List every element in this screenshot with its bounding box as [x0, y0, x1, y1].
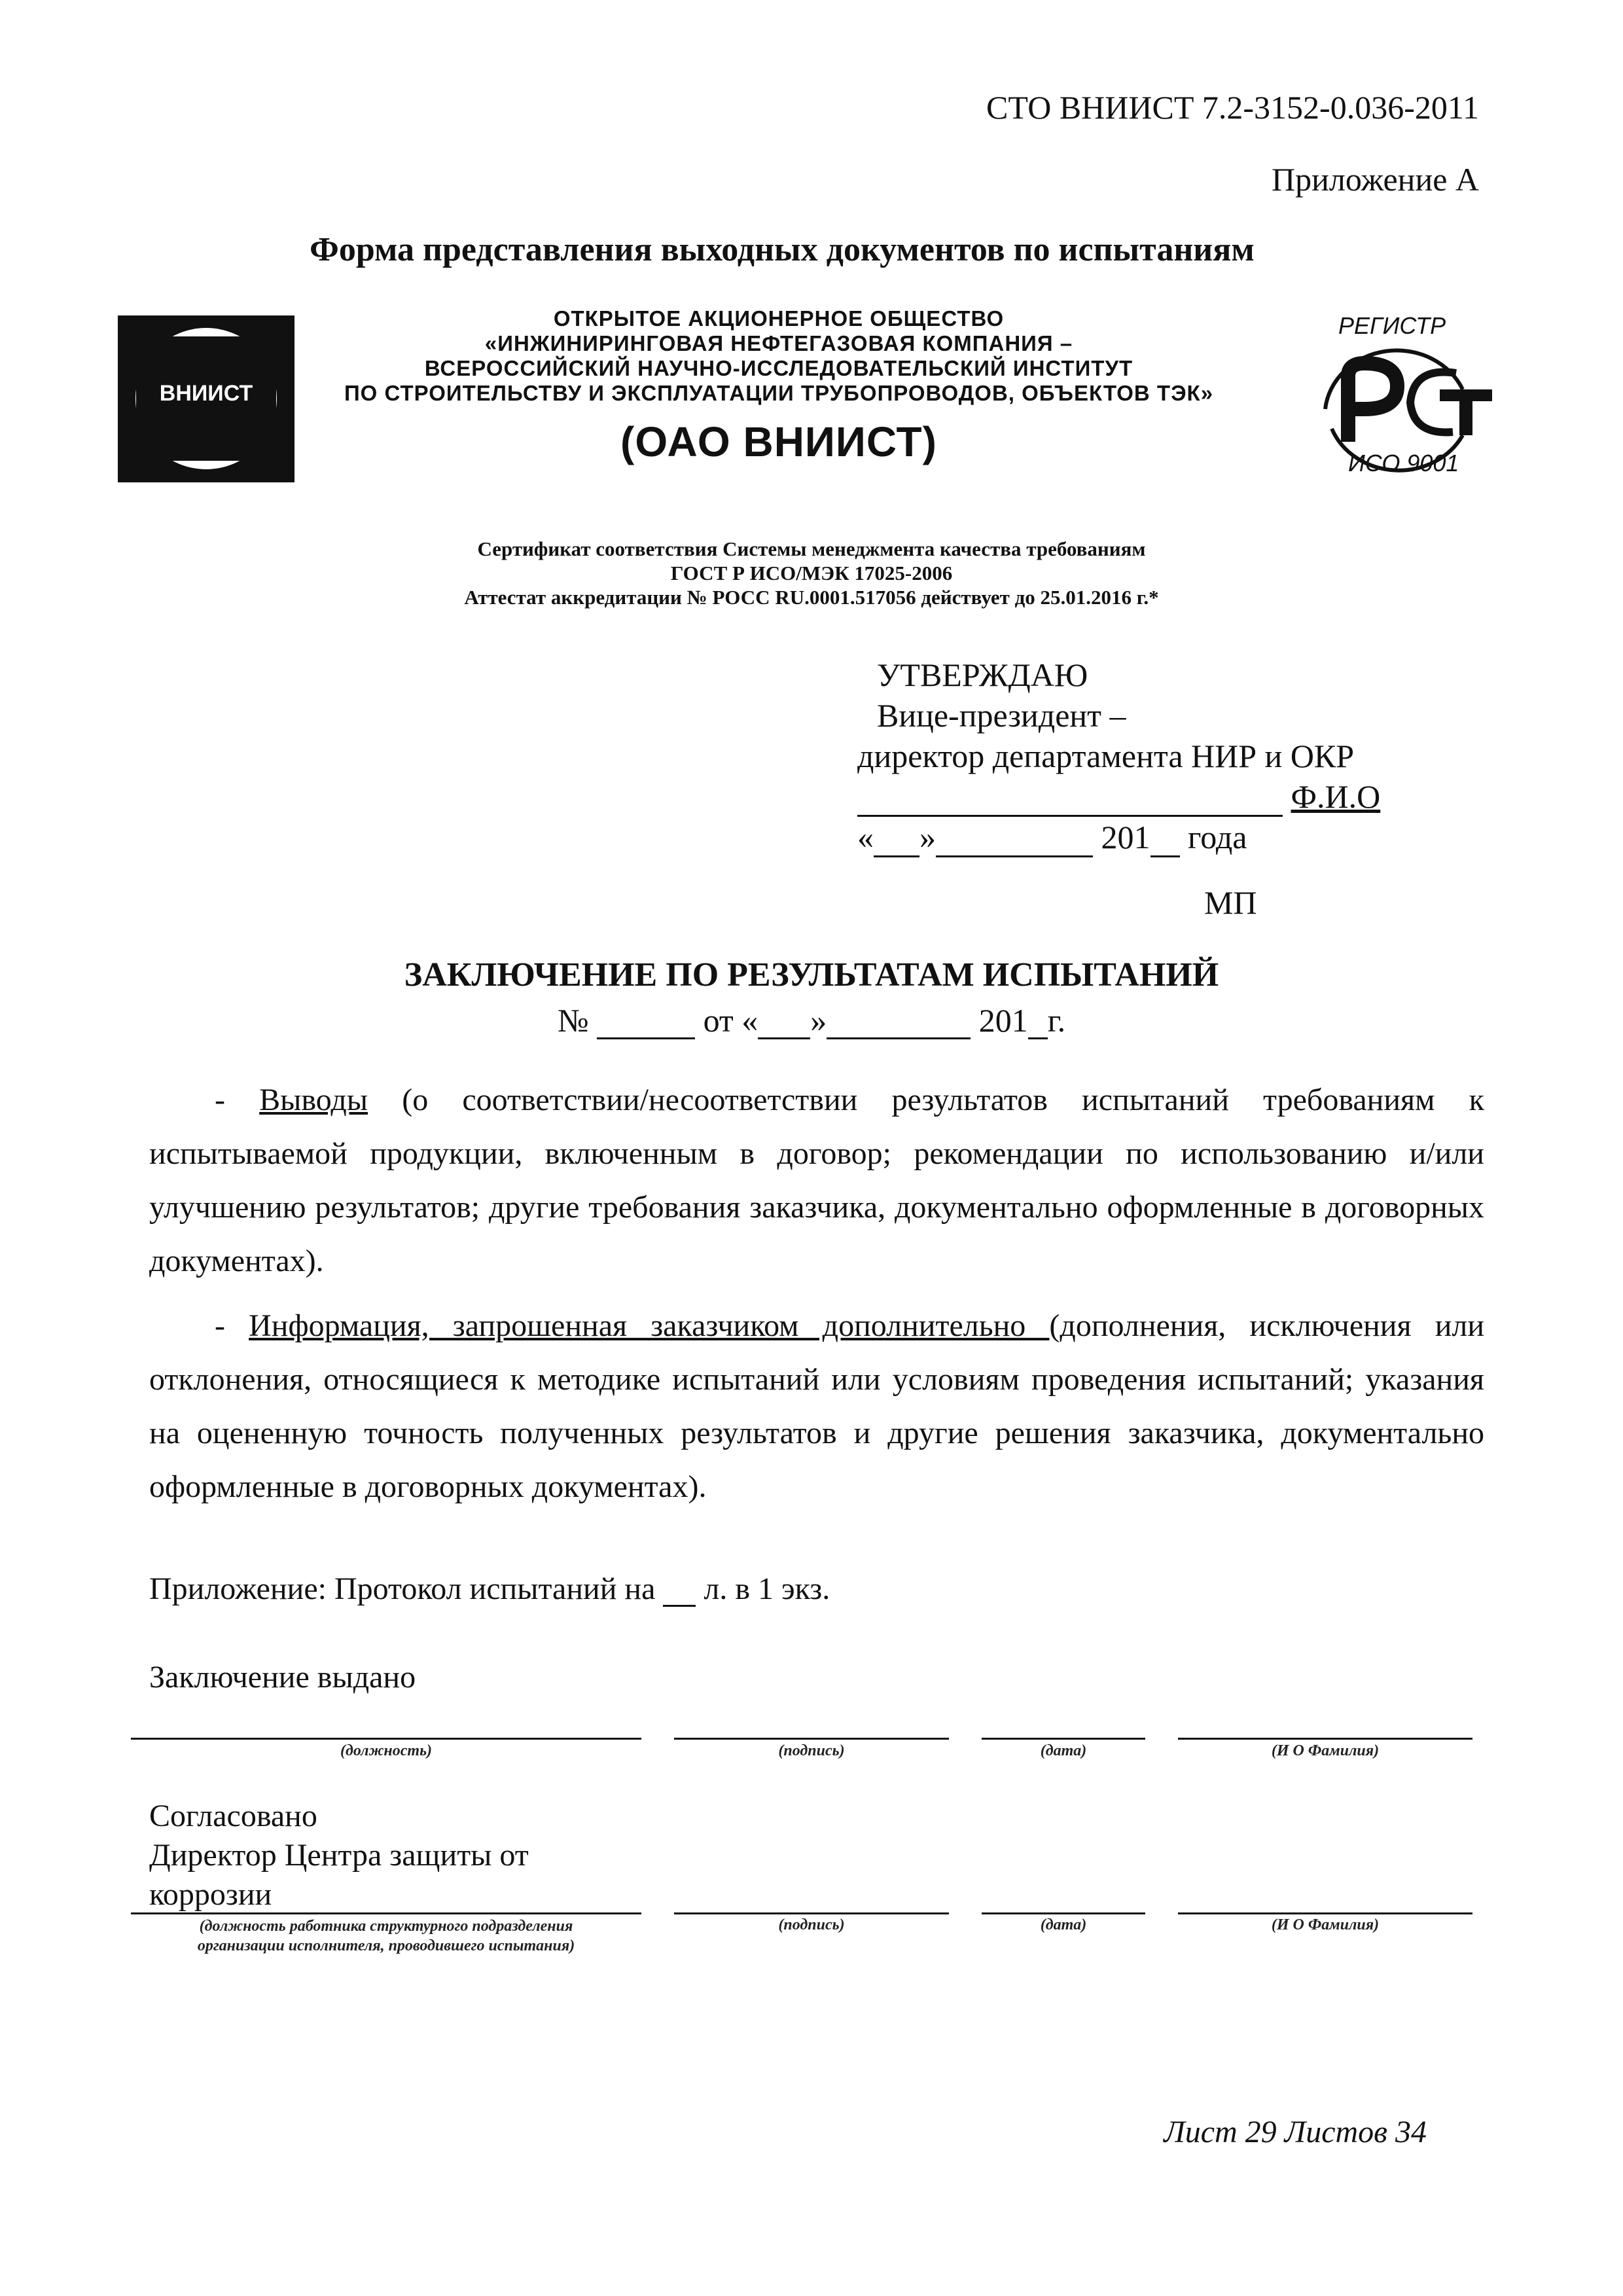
organization-block [327, 306, 1230, 466]
agreed-date-caption: (дата) [1040, 1916, 1087, 1933]
attachment-prefix: Приложение: Протокол испытаний на [149, 1571, 656, 1606]
issued-name-line[interactable] [1178, 1738, 1472, 1740]
sheet-number: Лист 29 Листов 34 [1164, 2115, 1427, 2149]
approval-position-2: директор департамента НИР и ОКР [857, 738, 1355, 774]
approval-year-field[interactable] [1150, 825, 1180, 857]
agreed-position-line-2: коррозии [149, 1877, 272, 1912]
approval-block [857, 655, 1414, 857]
org-short-name: (ОАО ВНИИСТ) [620, 418, 937, 465]
agreed-name-caption: (И О Фамилия) [1271, 1916, 1380, 1933]
agreed-date-line[interactable] [982, 1912, 1145, 1914]
certificate-line: Сертификат соответствия Системы менеджмента качества требованиям [477, 537, 1146, 560]
conclusion-quote-close: » [810, 1002, 827, 1039]
org-line: «ИНЖИНИРИНГОВАЯ НЕФТЕГАЗОВАЯ КОМПАНИЯ – [484, 331, 1073, 355]
org-line: ОТКРЫТОЕ АКЦИОНЕРНОЕ ОБЩЕСТВО [553, 306, 1005, 331]
issued-signature-line[interactable] [674, 1738, 949, 1740]
approval-fio: Ф.И.О [1291, 778, 1381, 815]
conclusion-from: от « [703, 1002, 758, 1039]
agreed-position-line-1: Директор Центра защиты от [149, 1838, 529, 1873]
approval-signature-line[interactable] [857, 785, 1283, 817]
agreed-position-caption-line: (должность работника структурного подразделения [199, 1918, 573, 1935]
additional-info-text: (дополнения, исключения или отклонения, относящиеся к методике испытаний или условиям проведения испытаний; указания на оцененную точность полученных результатов и другие решения заказчика, документально оформленные в договорных документах). [149, 1308, 1485, 1504]
stamp-mark: МП [1204, 884, 1257, 921]
certificate-block [0, 537, 1623, 609]
approval-month-field[interactable] [936, 825, 1093, 857]
quote-close: » [919, 819, 936, 855]
number-sign: № [557, 1002, 589, 1039]
agreed-name-line[interactable] [1178, 1912, 1472, 1914]
agreed-position-caption [131, 1916, 641, 1956]
form-title: Форма представления выходных документов по испытаниям [310, 231, 1255, 268]
agreed-signature-caption: (подпись) [778, 1916, 845, 1933]
conclusion-year-suffix: г. [1047, 1002, 1066, 1039]
issued-date-caption: (дата) [1040, 1742, 1087, 1759]
findings-paragraph [149, 1073, 1484, 1288]
issued-name-caption: (И О Фамилия) [1271, 1742, 1380, 1759]
vniist-logo-text: ВНИИСТ [159, 381, 253, 406]
conclusion-number-row [0, 1001, 1623, 1039]
findings-text: (о соответствии/несоответствии результатов испытаний требованиям к испытываемой продукции, включенным в договор; рекомендации по использованию и/или улучшению результатов; другие требования заказчика, документально оформленные в договорных документах). [149, 1083, 1484, 1278]
approval-position-1: Вице-президент – [877, 697, 1126, 734]
org-line: ПО СТРОИТЕЛЬСТВУ И ЭКСПЛУАТАЦИИ ТРУБОПРОВОДОВ, ОБЪЕКТОВ ТЭК» [344, 381, 1214, 405]
certificate-line: Аттестат аккредитации № РОСС RU.0001.517056 действует до 25.01.2016 г.* [464, 586, 1159, 609]
appendix-label: Приложение А [1272, 161, 1479, 198]
attachment-pages-field[interactable] [663, 1575, 696, 1607]
issued-signature-caption: (подпись) [778, 1742, 845, 1759]
issued-position-caption: (должность) [340, 1742, 433, 1759]
register-logo-bottom-text: ИСО 9001 [1348, 450, 1459, 476]
conclusion-title: ЗАКЛЮЧЕНИЕ ПО РЕЗУЛЬТАТАМ ИСПЫТАНИЙ [404, 956, 1219, 994]
agreed-label: Согласовано [149, 1799, 317, 1833]
agreed-position-caption-line: организации исполнителя, проводившего испытания) [197, 1937, 575, 1954]
approval-year-suffix: года [1188, 819, 1247, 855]
issued-label: Заключение выдано [149, 1660, 416, 1695]
document-code: СТО ВНИИСТ 7.2-3152-0.036-2011 [986, 89, 1479, 126]
org-line: ВСЕРОССИЙСКИЙ НАУЧНО-ИССЛЕДОВАТЕЛЬСКИЙ ИНСТИТУТ [424, 356, 1133, 380]
issued-date-line[interactable] [982, 1738, 1145, 1740]
conclusion-year-field[interactable] [1028, 1007, 1048, 1039]
issued-position-line[interactable] [131, 1738, 641, 1740]
additional-info-heading: Информация, запрошенная заказчиком дополнительно [249, 1308, 1050, 1343]
agreed-position-line[interactable] [131, 1912, 641, 1914]
additional-info-paragraph [149, 1299, 1484, 1514]
quote-open: « [857, 819, 874, 855]
vniist-logo [118, 315, 294, 482]
certificate-line: ГОСТ Р ИСО/МЭК 17025-2006 [670, 562, 953, 584]
paragraph-dash: - [215, 1083, 260, 1117]
approval-signature-row [857, 776, 1414, 817]
paragraph-dash: - [215, 1308, 249, 1343]
register-iso-logo [1299, 311, 1495, 488]
approval-date-row [857, 817, 1414, 857]
conclusion-day-field[interactable] [758, 1007, 810, 1039]
approval-year-prefix: 201 [1101, 819, 1150, 855]
approval-day-field[interactable] [874, 825, 919, 857]
conclusion-number-field[interactable] [597, 1007, 695, 1039]
conclusion-year-prefix: 201 [978, 1002, 1028, 1039]
attachment-suffix: л. в 1 экз. [704, 1571, 830, 1606]
agreed-block [149, 1797, 673, 1914]
approval-title: УТВЕРЖДАЮ [877, 656, 1088, 693]
findings-heading: Выводы [259, 1083, 368, 1117]
conclusion-month-field[interactable] [827, 1007, 971, 1039]
register-logo-top-text: РЕГИСТР [1338, 312, 1446, 339]
agreed-signature-line[interactable] [674, 1912, 949, 1914]
attachment-line [149, 1571, 830, 1607]
